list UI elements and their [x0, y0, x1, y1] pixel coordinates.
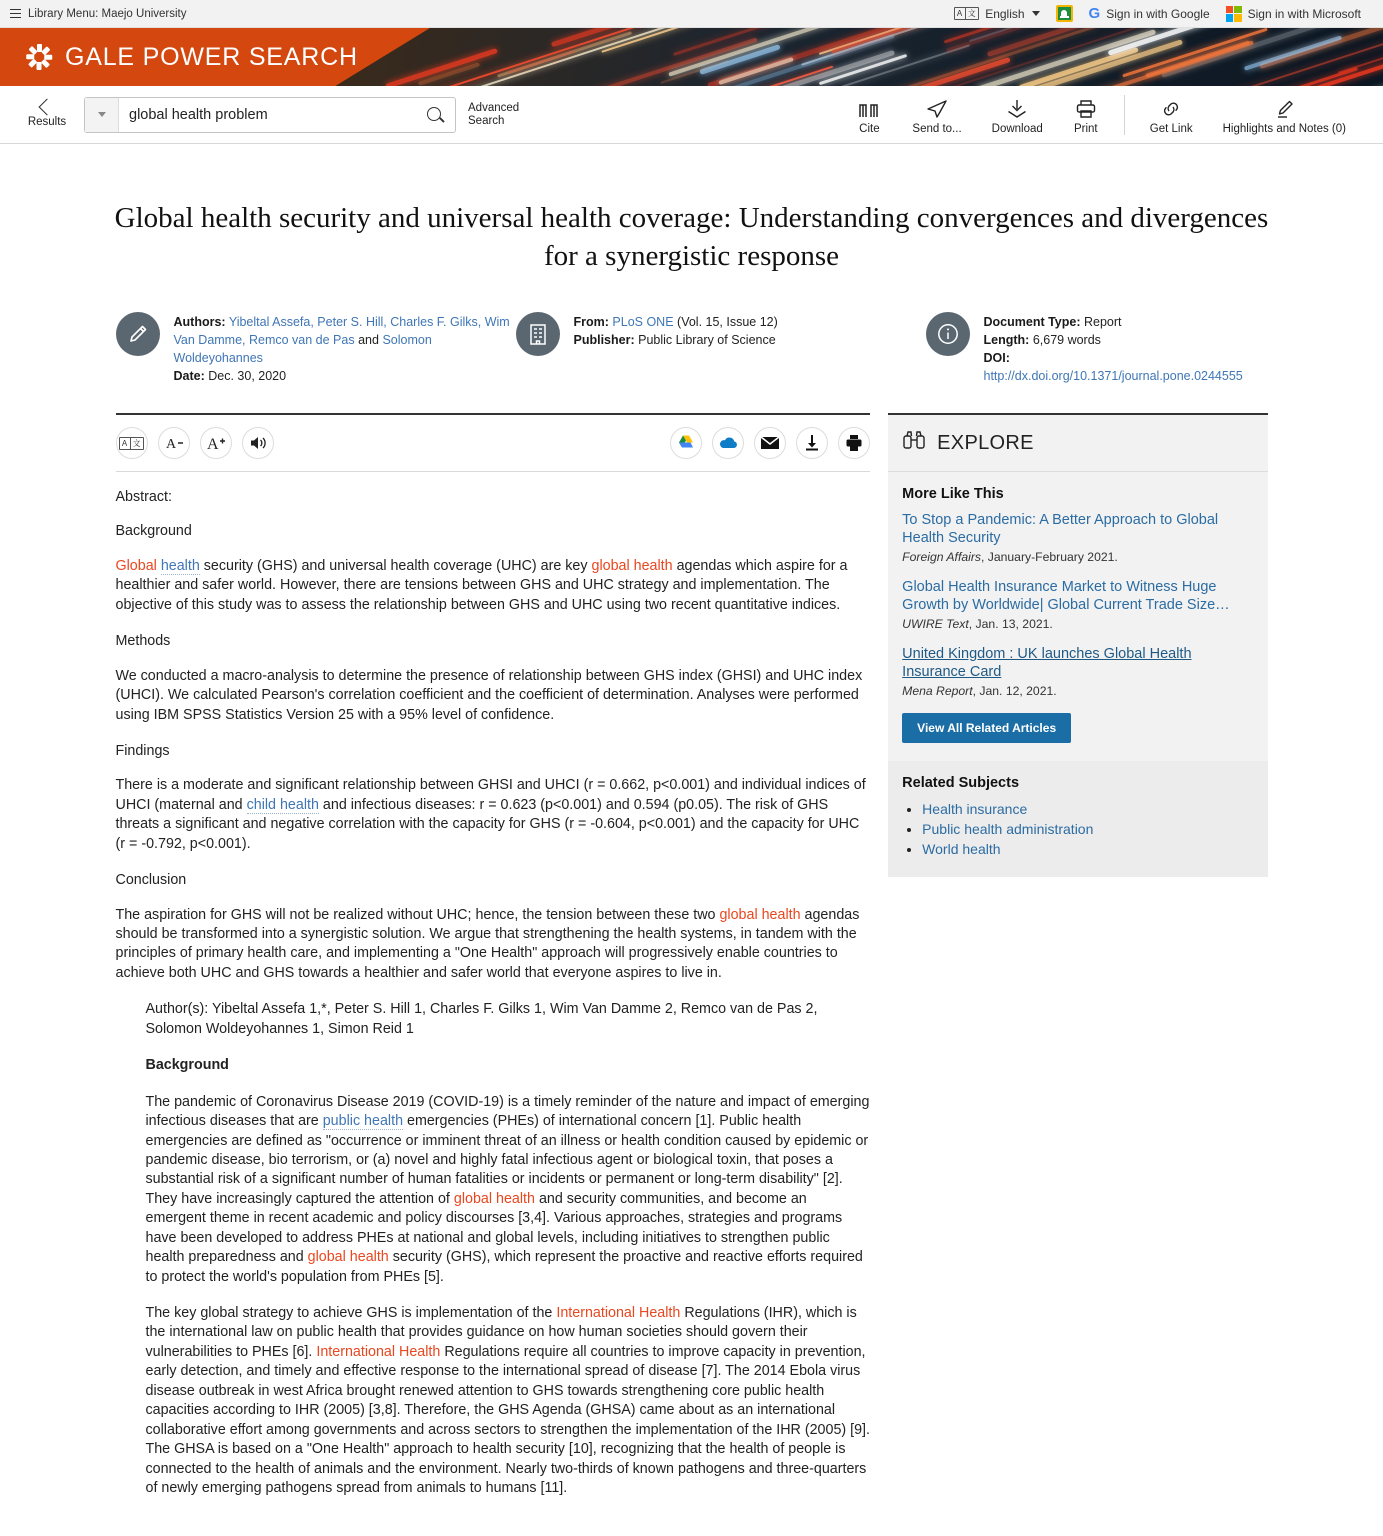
print-doc-button[interactable]: [838, 427, 870, 459]
text-run: The aspiration for GHS will not be realized without UHC; hence, the tension between these two: [115, 906, 720, 923]
author-list: Author(s): Yibeltal Assefa 1,*, Peter S. Hill 1, Charles F. Gilks 1, Wim Van Damme 2, Remco van de Pas 2, Solomon Woldeyohannes 1, Simon Reid 1: [145, 1001, 818, 1037]
highlight-term: International Health: [316, 1343, 441, 1360]
highlight-term: global health: [591, 557, 673, 574]
related-article-date: , Jan. 13, 2021.: [968, 616, 1053, 631]
quote-icon: [858, 97, 880, 119]
download-label: Download: [991, 122, 1043, 135]
menu-icon[interactable]: [10, 9, 21, 18]
download-icon: [1006, 97, 1028, 119]
more-like-this-section: [888, 472, 1267, 761]
abstract-background-paragraph: [116, 557, 871, 615]
highlighter-icon: [1273, 97, 1295, 119]
from-label: From:: [573, 314, 609, 329]
text-run: The key global strategy to achieve GHS is implementation of the: [145, 1305, 557, 1322]
source-block: [516, 312, 926, 386]
printer-icon: [1075, 97, 1097, 119]
journal-link[interactable]: PLoS ONE: [612, 314, 674, 329]
text-run: agendas should be transformed into a synergistic solution. We argue that strengthening the health systems, in tandem with the principles of primary health care, and implementing a "One Health" approach will progressively enable countries to achieve both UHC and GHS towards a healthier and safer world that everyone aspires to live in.: [115, 906, 860, 981]
gale-spark-icon: [26, 44, 52, 70]
svg-text:A: A: [165, 437, 176, 452]
google-signin-label: Sign in with Google: [1106, 6, 1210, 21]
related-article-source: Mena Report: [902, 683, 973, 698]
doctype-value: Report: [1083, 314, 1122, 329]
send-icon: [926, 97, 948, 119]
text-run: security (GHS), which represent the proactive and reactive efforts required to protect the world's population from PHEs [5].: [145, 1249, 863, 1285]
highlight-term: global health: [453, 1190, 535, 1207]
microsoft-icon: [1226, 6, 1242, 22]
related-subjects-section: [888, 761, 1267, 877]
brand-banner: [0, 28, 1383, 86]
highlights-label: Highlights and Notes (0): [1222, 122, 1346, 135]
page-title: Global health security and universal health coverage: Understanding convergences and divergences for a synergistic response: [114, 202, 1269, 273]
abstract-methods-paragraph: We conducted a macro-analysis to determine the presence of relationship between GHS index (GHSI) and UHC index (UHCI). We calculated Pearson's correlation coefficient and the coefficient of determination. Analyses were performed using IBM SPSS Statistics Version 25 with a 95% level of confidence.: [115, 667, 863, 723]
related-article-date: , Jan. 12, 2021.: [972, 683, 1057, 698]
text-run: emergencies (PHEs) of international concern [1]. Public health emergencies are defined as "occurrence or imminent threat of an illness or health condition caused by epidemic or pandemic disease, bio terrorism, or (a) novel and highly fatal infectious agent or biological toxin, that poses a substantial risk of a significant number of human fatalities or incidents or permanent or long-term disability" [2]. They have increasingly captured the attention of: [145, 1113, 869, 1207]
search-scope-dropdown[interactable]: [85, 98, 119, 132]
background-paragraph-2: [146, 1304, 871, 1498]
binoculars-icon: [902, 430, 926, 456]
listen-button[interactable]: [242, 427, 274, 459]
send-to-label: Send to...: [912, 122, 962, 135]
translate-icon: A 文: [954, 7, 979, 20]
authors-block: [116, 312, 516, 386]
explore-panel: [888, 413, 1267, 1515]
list-item: [902, 579, 1253, 631]
public-health-link[interactable]: public health: [322, 1113, 404, 1130]
list-item: [922, 801, 1253, 819]
related-article-date: , January-February 2021.: [980, 549, 1118, 564]
child-health-link[interactable]: child health: [246, 796, 319, 813]
related-article-meta: [902, 684, 1253, 698]
send-to-button[interactable]: [897, 97, 976, 135]
google-classroom-icon: [1056, 5, 1073, 22]
pen-icon: [116, 312, 160, 356]
doi-link[interactable]: http://dx.doi.org/10.1371/journal.pone.0244555: [983, 368, 1243, 383]
highlight-term: Global: [115, 557, 157, 574]
translate-icon: A 文: [119, 437, 144, 450]
explore-title: EXPLORE: [937, 431, 1034, 454]
language-label: English: [985, 6, 1025, 21]
author-last-link[interactable]: Solomon Woldeyohannes: [173, 332, 432, 365]
related-article-source: UWIRE Text: [902, 616, 969, 631]
document-column: [116, 413, 871, 1515]
list-item: [922, 821, 1253, 839]
download-doc-button[interactable]: [796, 427, 828, 459]
more-like-this-title: More Like This: [902, 486, 1004, 503]
print-label: Print: [1073, 122, 1098, 135]
related-article-link[interactable]: To Stop a Pandemic: A Better Approach to Global Health Security: [902, 512, 1219, 546]
chevron-down-icon: [1032, 11, 1040, 16]
search-toolbar: [0, 86, 1383, 144]
advanced-search-line2: Search: [468, 114, 505, 127]
download-button[interactable]: [977, 97, 1058, 135]
cite-button[interactable]: [841, 97, 897, 135]
info-icon: [926, 312, 970, 356]
language-selector[interactable]: [954, 7, 1040, 21]
chevron-left-icon: [39, 99, 56, 116]
google-classroom-button[interactable]: [1056, 5, 1073, 22]
search-input[interactable]: [119, 98, 413, 132]
related-subjects-title: Related Subjects: [902, 774, 1020, 791]
get-link-label: Get Link: [1149, 122, 1193, 135]
list-item: [922, 841, 1253, 859]
length-value: 6,679 words: [1032, 332, 1101, 347]
abstract-label: Abstract:: [115, 489, 172, 506]
abstract-conclusion-head: Conclusion: [115, 872, 187, 889]
print-button[interactable]: [1058, 97, 1114, 135]
search-icon: [427, 107, 442, 122]
advanced-search-line1: Advanced: [468, 101, 520, 114]
list-item: [902, 512, 1253, 564]
increase-font-button[interactable]: [200, 427, 232, 459]
utility-bar: [0, 0, 1383, 28]
get-link-button[interactable]: [1135, 97, 1208, 135]
chevron-down-icon: [98, 112, 106, 117]
publisher-value: Public Library of Science: [638, 332, 776, 347]
google-drive-button[interactable]: [670, 427, 702, 459]
onedrive-button[interactable]: [712, 427, 744, 459]
brand-logo[interactable]: [26, 28, 358, 86]
text-run: There is a moderate and significant relationship between GHSI and UHCI (r = 0.662, p<0.001) and individual indices of UHCI (maternal and: [115, 777, 866, 813]
back-to-results-button[interactable]: [16, 101, 78, 128]
google-icon: G: [1088, 5, 1101, 22]
toolbar-divider: [1124, 95, 1125, 135]
subject-link[interactable]: Public health administration: [922, 820, 1094, 837]
doi-label: DOI:: [983, 350, 1010, 365]
microsoft-signin-button[interactable]: [1226, 6, 1361, 22]
text-run: and security communities, and become an emergent theme in recent academic and policy discourses [3,4]. Various approaches, strategies and programs have been developed to address PHEs at national and global levels, including initiatives to strengthen public health preparedness and: [145, 1190, 843, 1266]
cite-label: Cite: [859, 122, 880, 135]
subject-link[interactable]: World health: [922, 840, 1001, 857]
health-link[interactable]: health: [160, 557, 200, 574]
brand-title-text: GALE POWER SEARCH: [65, 42, 358, 71]
related-article-link[interactable]: United Kingdom : UK launches Global Health Insurance Card: [902, 645, 1192, 680]
docinfo-block: [926, 312, 1268, 386]
results-label: Results: [27, 116, 67, 128]
advanced-search-link[interactable]: [468, 102, 519, 128]
section-heading-background: Background: [145, 1057, 229, 1074]
text-run: agendas which aspire for a healthier and safer world. However, there are tensions between GHS and UHC strategy and implementation. The objective of this study was to assess the relationship between GHS and UHC using two recent quantitative indices.: [115, 557, 848, 613]
authors-links[interactable]: Yibeltal Assefa, Peter S. Hill, Charles F. Gilks, Wim Van Damme, Remco van de Pas: [173, 314, 510, 347]
text-run: Regulations (IHR), which is the international law on public health that provides guidance on how human societies should govern their vulnerabilities to PHEs [6].: [145, 1305, 857, 1360]
google-signin-button[interactable]: [1089, 6, 1210, 21]
authors-label: Authors:: [173, 314, 226, 329]
abstract-background-head: Background: [115, 523, 192, 540]
svg-text:A: A: [206, 436, 219, 452]
abstract-conclusion-paragraph: [116, 906, 871, 984]
highlight-term: global health: [307, 1249, 389, 1266]
highlights-notes-button[interactable]: [1208, 97, 1361, 135]
text-run: Regulations require all countries to improve capacity in prevention, early detection, and timely and effective response to the international spread of disease [7]. The 2014 Ebola virus disease outbreak in west Africa brought renewed attention to GHS towards strengthening core public health capacities according to IHR (2005) [3,8]. Therefore, the GHS Agenda (GHSA) came about as an international collaborative effort among governments and across sectors to strengthen the implementation of the IHR (2005) [9]. The GHSA is based on a "One Health" approach to health security [10], recognizing that the health of people is connected to the health of animals and the environment. Nearly two-thirds of known pathogens and three-quarters of newly emerging pathogens spread from animals to humans [11].: [145, 1343, 870, 1496]
document-body: [116, 488, 871, 1498]
translate-button[interactable]: [116, 427, 148, 459]
search-submit-button[interactable]: [413, 98, 455, 132]
highlight-term: International Health: [556, 1305, 681, 1322]
related-article-link[interactable]: Global Health Insurance Market to Witness Huge Growth by Worldwide| Global Current Trade Size…: [902, 578, 1230, 613]
subject-list: [902, 801, 1253, 859]
microsoft-signin-label: Sign in with Microsoft: [1247, 6, 1361, 21]
date-label: Date:: [173, 368, 205, 383]
link-icon: [1160, 97, 1182, 119]
abstract-methods-head: Methods: [115, 633, 171, 650]
related-article-meta: [902, 550, 1253, 564]
abstract-findings-paragraph: [116, 776, 871, 854]
authors-conjunction: and: [358, 332, 379, 347]
length-label: Length:: [983, 332, 1030, 347]
explore-header: [888, 413, 1267, 472]
text-run: and infectious diseases: r = 0.623 (p<0.001) and 0.594 (p0.05). The risk of GHS threats a significant and negative correlation with the capacity for GHS (r = -0.604, p<0.001) and the capacity for UHC (r = -0.792, p<0.001).: [115, 796, 860, 852]
document-tools: [116, 413, 871, 472]
building-icon: [516, 312, 560, 356]
related-article-meta: [902, 617, 1253, 631]
volume-issue: (Vol. 15, Issue 12): [677, 314, 778, 329]
background-paragraph-1: [146, 1093, 871, 1287]
search-box: [84, 97, 456, 133]
view-all-related-articles-button[interactable]: View All Related Articles: [902, 713, 1071, 743]
email-button[interactable]: [754, 427, 786, 459]
abstract-findings-head: Findings: [115, 742, 170, 759]
highlight-term: global health: [719, 906, 801, 923]
publisher-label: Publisher:: [573, 332, 635, 347]
date-value: Dec. 30, 2020: [208, 368, 287, 383]
library-menu-label[interactable]: Library Menu: Maejo University: [28, 7, 187, 20]
text-run: The pandemic of Coronavirus Disease 2019 (COVID-19) is a timely reminder of the nature and impact of emerging infectious diseases that are: [145, 1093, 870, 1130]
text-run: security (GHS) and universal health coverage (UHC) are key: [199, 557, 592, 574]
doctype-label: Document Type:: [983, 314, 1081, 329]
decrease-font-button[interactable]: [158, 427, 190, 459]
document-metadata: [112, 312, 1272, 386]
list-item: [902, 646, 1253, 698]
related-article-source: Foreign Affairs: [902, 549, 981, 564]
subject-link[interactable]: Health insurance: [922, 800, 1028, 817]
